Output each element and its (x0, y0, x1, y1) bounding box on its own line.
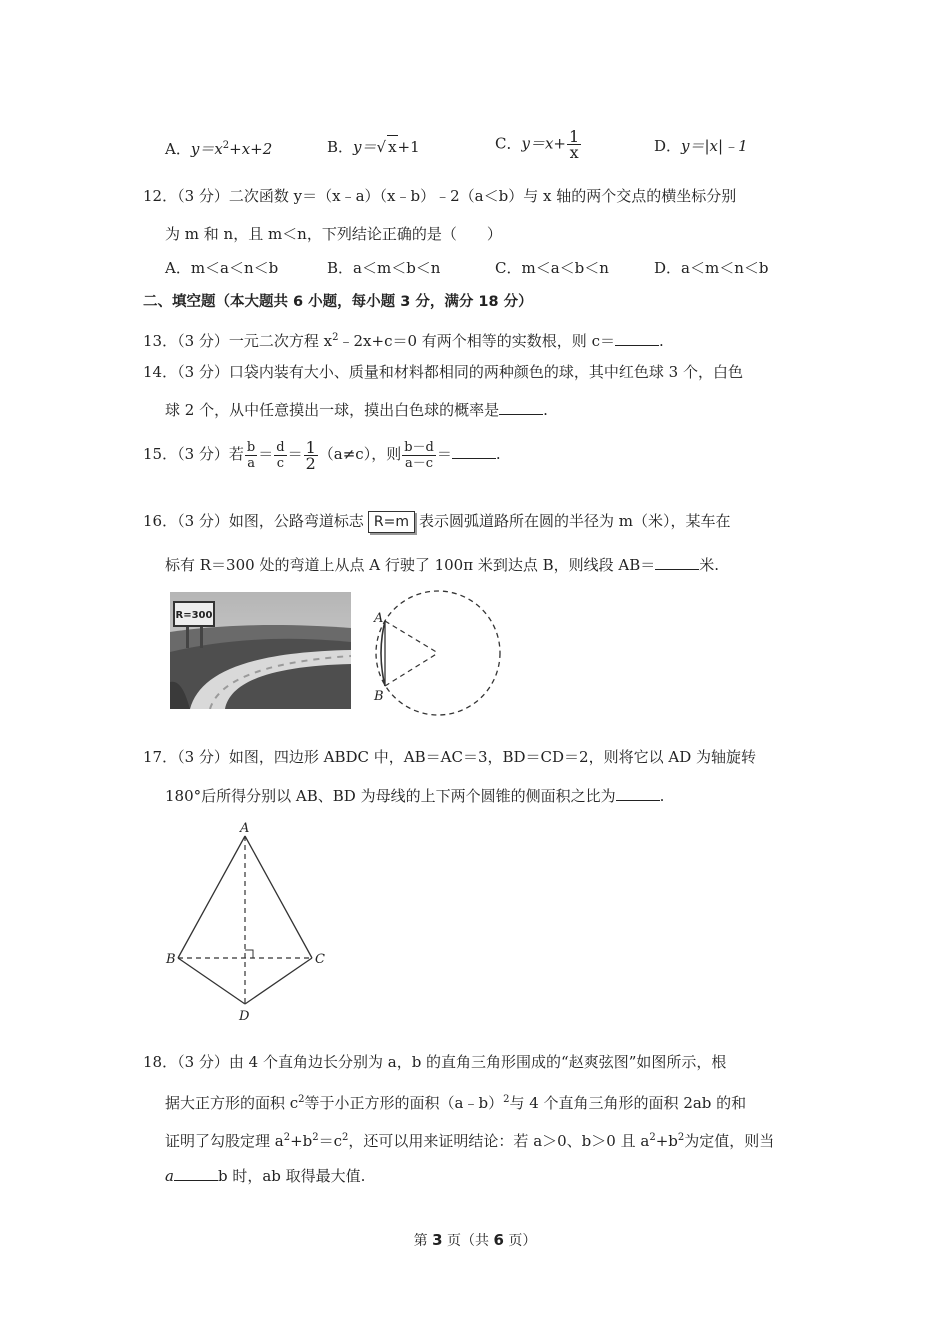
q13: 13．（3 分）一元二次方程 $x^2﹣2x+c=0$ 有两个相等的实数根，则 c＝ . (143, 332, 664, 350)
circle-diagram (368, 590, 508, 725)
photo-sign-text: R=300 (175, 610, 213, 621)
answer-blank[interactable] (499, 400, 543, 415)
q12-option-b: B．a＜m＜b＜n (327, 259, 441, 277)
vertex-c-label: C (315, 952, 325, 967)
vertex-b-label: B (166, 952, 176, 967)
road-photo (170, 592, 351, 709)
section-heading: 二、填空题（本大题共 6 小题，每小题 3 分，满分 18 分） (143, 294, 533, 310)
q15: 15．（3 分）若 $\frac{b}{a}$ ＝ $\frac{d}{c}$ ＝ $\frac{1}{2}$ （a≠c），则 $\frac{b-d}{a-c}$ ＝ . (143, 437, 501, 473)
q18-line-2: 据大正方形的面积 $c^2$等于小正方形的面积（a﹣b）$^2$与 4 个直角三角形的面积 2ab 的和 (165, 1094, 747, 1112)
q11-option-c: C．y＝x+ $\frac{1}{x}$ (495, 127, 580, 162)
answer-blank[interactable] (174, 1166, 218, 1181)
total-page-number: 6 (493, 1231, 504, 1249)
point-b-label: B (374, 689, 384, 704)
q18-line-4: a b 时，ab 取得最大值. (165, 1167, 366, 1185)
q18-line-1: 18．（3 分）由 4 个直角边长分别为 a，b 的直角三角形围成的“赵爽弦图”如图所示，根 (143, 1053, 727, 1071)
q17-line-2: 180°后所得分别以 AB、BD 为母线的上下两个圆锥的侧面积之比为 . (165, 787, 665, 805)
q12-line-2: 为 m 和 n，且 m＜n，下列结论正确的是（ ） (165, 225, 502, 243)
q17-line-1: 17．（3 分）如图，四边形 ABDC 中，AB＝AC＝3，BD＝CD＝2，则将它以 AD 为轴旋转 (143, 748, 756, 766)
answer-blank[interactable] (615, 331, 659, 346)
answer-blank[interactable] (655, 555, 699, 570)
road-sign: R=m (368, 511, 415, 533)
answer-blank[interactable] (616, 786, 660, 801)
point-a-label: A (374, 611, 384, 626)
vertex-a-label: A (240, 821, 250, 836)
q16-line-1: 16．（3 分）如图，公路弯道标志 R=m 表示圆弧道路所在圆的半径为 m（米），某车在 (143, 506, 731, 536)
current-page-number: 3 (432, 1231, 443, 1249)
q14-line-2: 球 2 个，从中任意摸出一球，摸出白色球的概率是 . (165, 401, 548, 419)
q18-line-3: 证明了勾股定理 $a^2+b^2=c^2$，还可以用来证明结论：若 a＞0、b＞0 且 $a^2+b^2$为定值，则当 (165, 1132, 775, 1150)
q12-option-d: D．a＜m＜n＜b (654, 259, 769, 277)
q11-option-b: B．y＝√ x+1 (327, 135, 420, 158)
page-footer: 第 3 页（共 6 页） (413, 1231, 537, 1249)
answer-blank[interactable] (452, 444, 496, 459)
q11-option-a: A．$y=x^2+x+2$ (165, 140, 273, 158)
kite-diagram (160, 816, 340, 1026)
q12-option-c: C．m＜a＜b＜n (495, 259, 609, 277)
q12-option-a: A．m＜a＜n＜b (165, 259, 279, 277)
q11-option-d: D．y＝|x|﹣1 (654, 137, 748, 155)
vertex-d-label: D (239, 1009, 250, 1024)
q16-line-2: 标有 R＝300 处的弯道上从点 A 行驶了 100π 米到达点 B，则线段 AB＝ 米. (165, 556, 720, 574)
q12-line-1: 12．（3 分）二次函数 y＝（x﹣a）（x﹣b）﹣2（a＜b）与 x 轴的两个交点的横坐标分别 (143, 187, 737, 205)
q14-line-1: 14．（3 分）口袋内装有大小、质量和材料都相同的两种颜色的球，其中红色球 3 个，白色 (143, 363, 743, 381)
